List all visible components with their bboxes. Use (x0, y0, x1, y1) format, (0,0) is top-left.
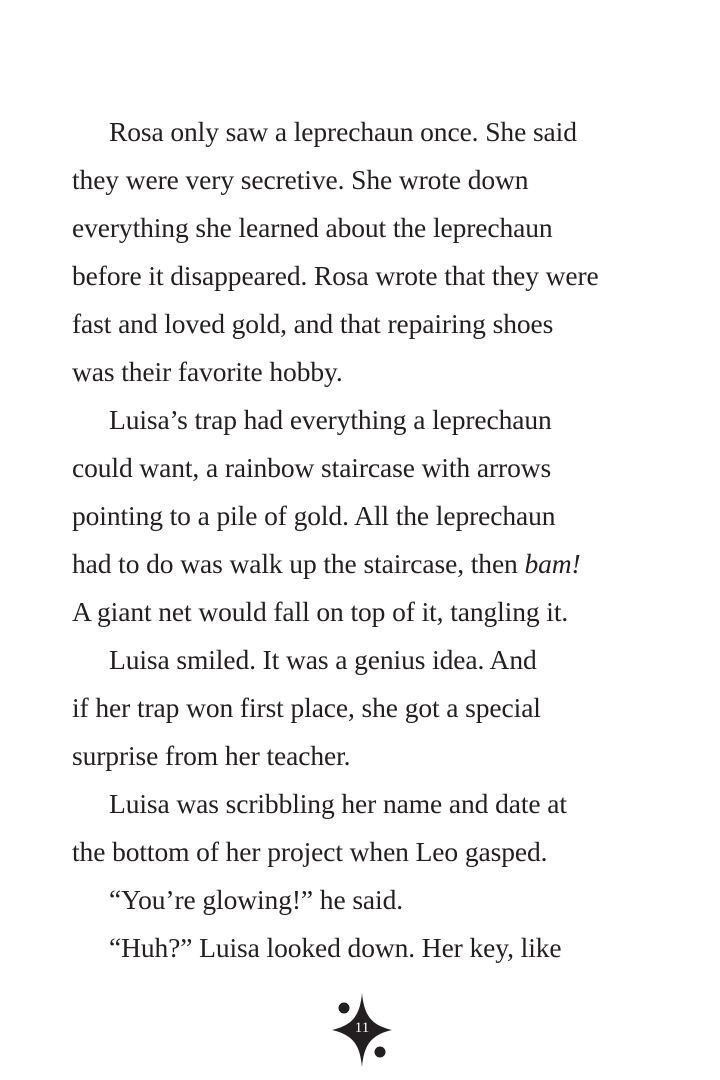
text-line: the bottom of her project when Leo gasped. (72, 836, 548, 867)
text-line: Luisa smiled. It was a genius idea. And (109, 644, 537, 675)
text-line: surprise from her teacher. (72, 740, 351, 771)
italic-emphasis: bam! (524, 548, 581, 579)
text-line: “Huh?” Luisa looked down. Her key, like (109, 932, 562, 963)
text-line: Rosa only saw a leprechaun once. She said (109, 116, 577, 147)
text-line: if her trap won first place, she got a special (72, 692, 541, 723)
text-line: everything she learned about the leprechaun (72, 212, 553, 243)
text-line: A giant net would fall on top of it, tangling it. (72, 596, 569, 627)
text-line: they were very secretive. She wrote down (72, 164, 529, 195)
text-line: fast and loved gold, and that repairing shoes (72, 308, 554, 339)
text-line: Luisa’s trap had everything a leprechaun (109, 404, 552, 435)
text-line: was their favorite hobby. (72, 356, 343, 387)
page-number: 11 (354, 1020, 370, 1036)
text-line: Luisa was scribbling her name and date at (109, 788, 567, 819)
text-line: could want, a rainbow staircase with arrows (72, 452, 552, 483)
text-line-start: had to do was walk up the staircase, then (72, 548, 525, 579)
text-line (72, 540, 672, 588)
body-text (72, 108, 672, 972)
text-line: “You’re glowing!” he said. (109, 884, 403, 915)
text-line: pointing to a pile of gold. All the leprechaun (72, 500, 556, 531)
page-folio (330, 992, 394, 1068)
text-line: before it disappeared. Rosa wrote that they were (72, 260, 599, 291)
